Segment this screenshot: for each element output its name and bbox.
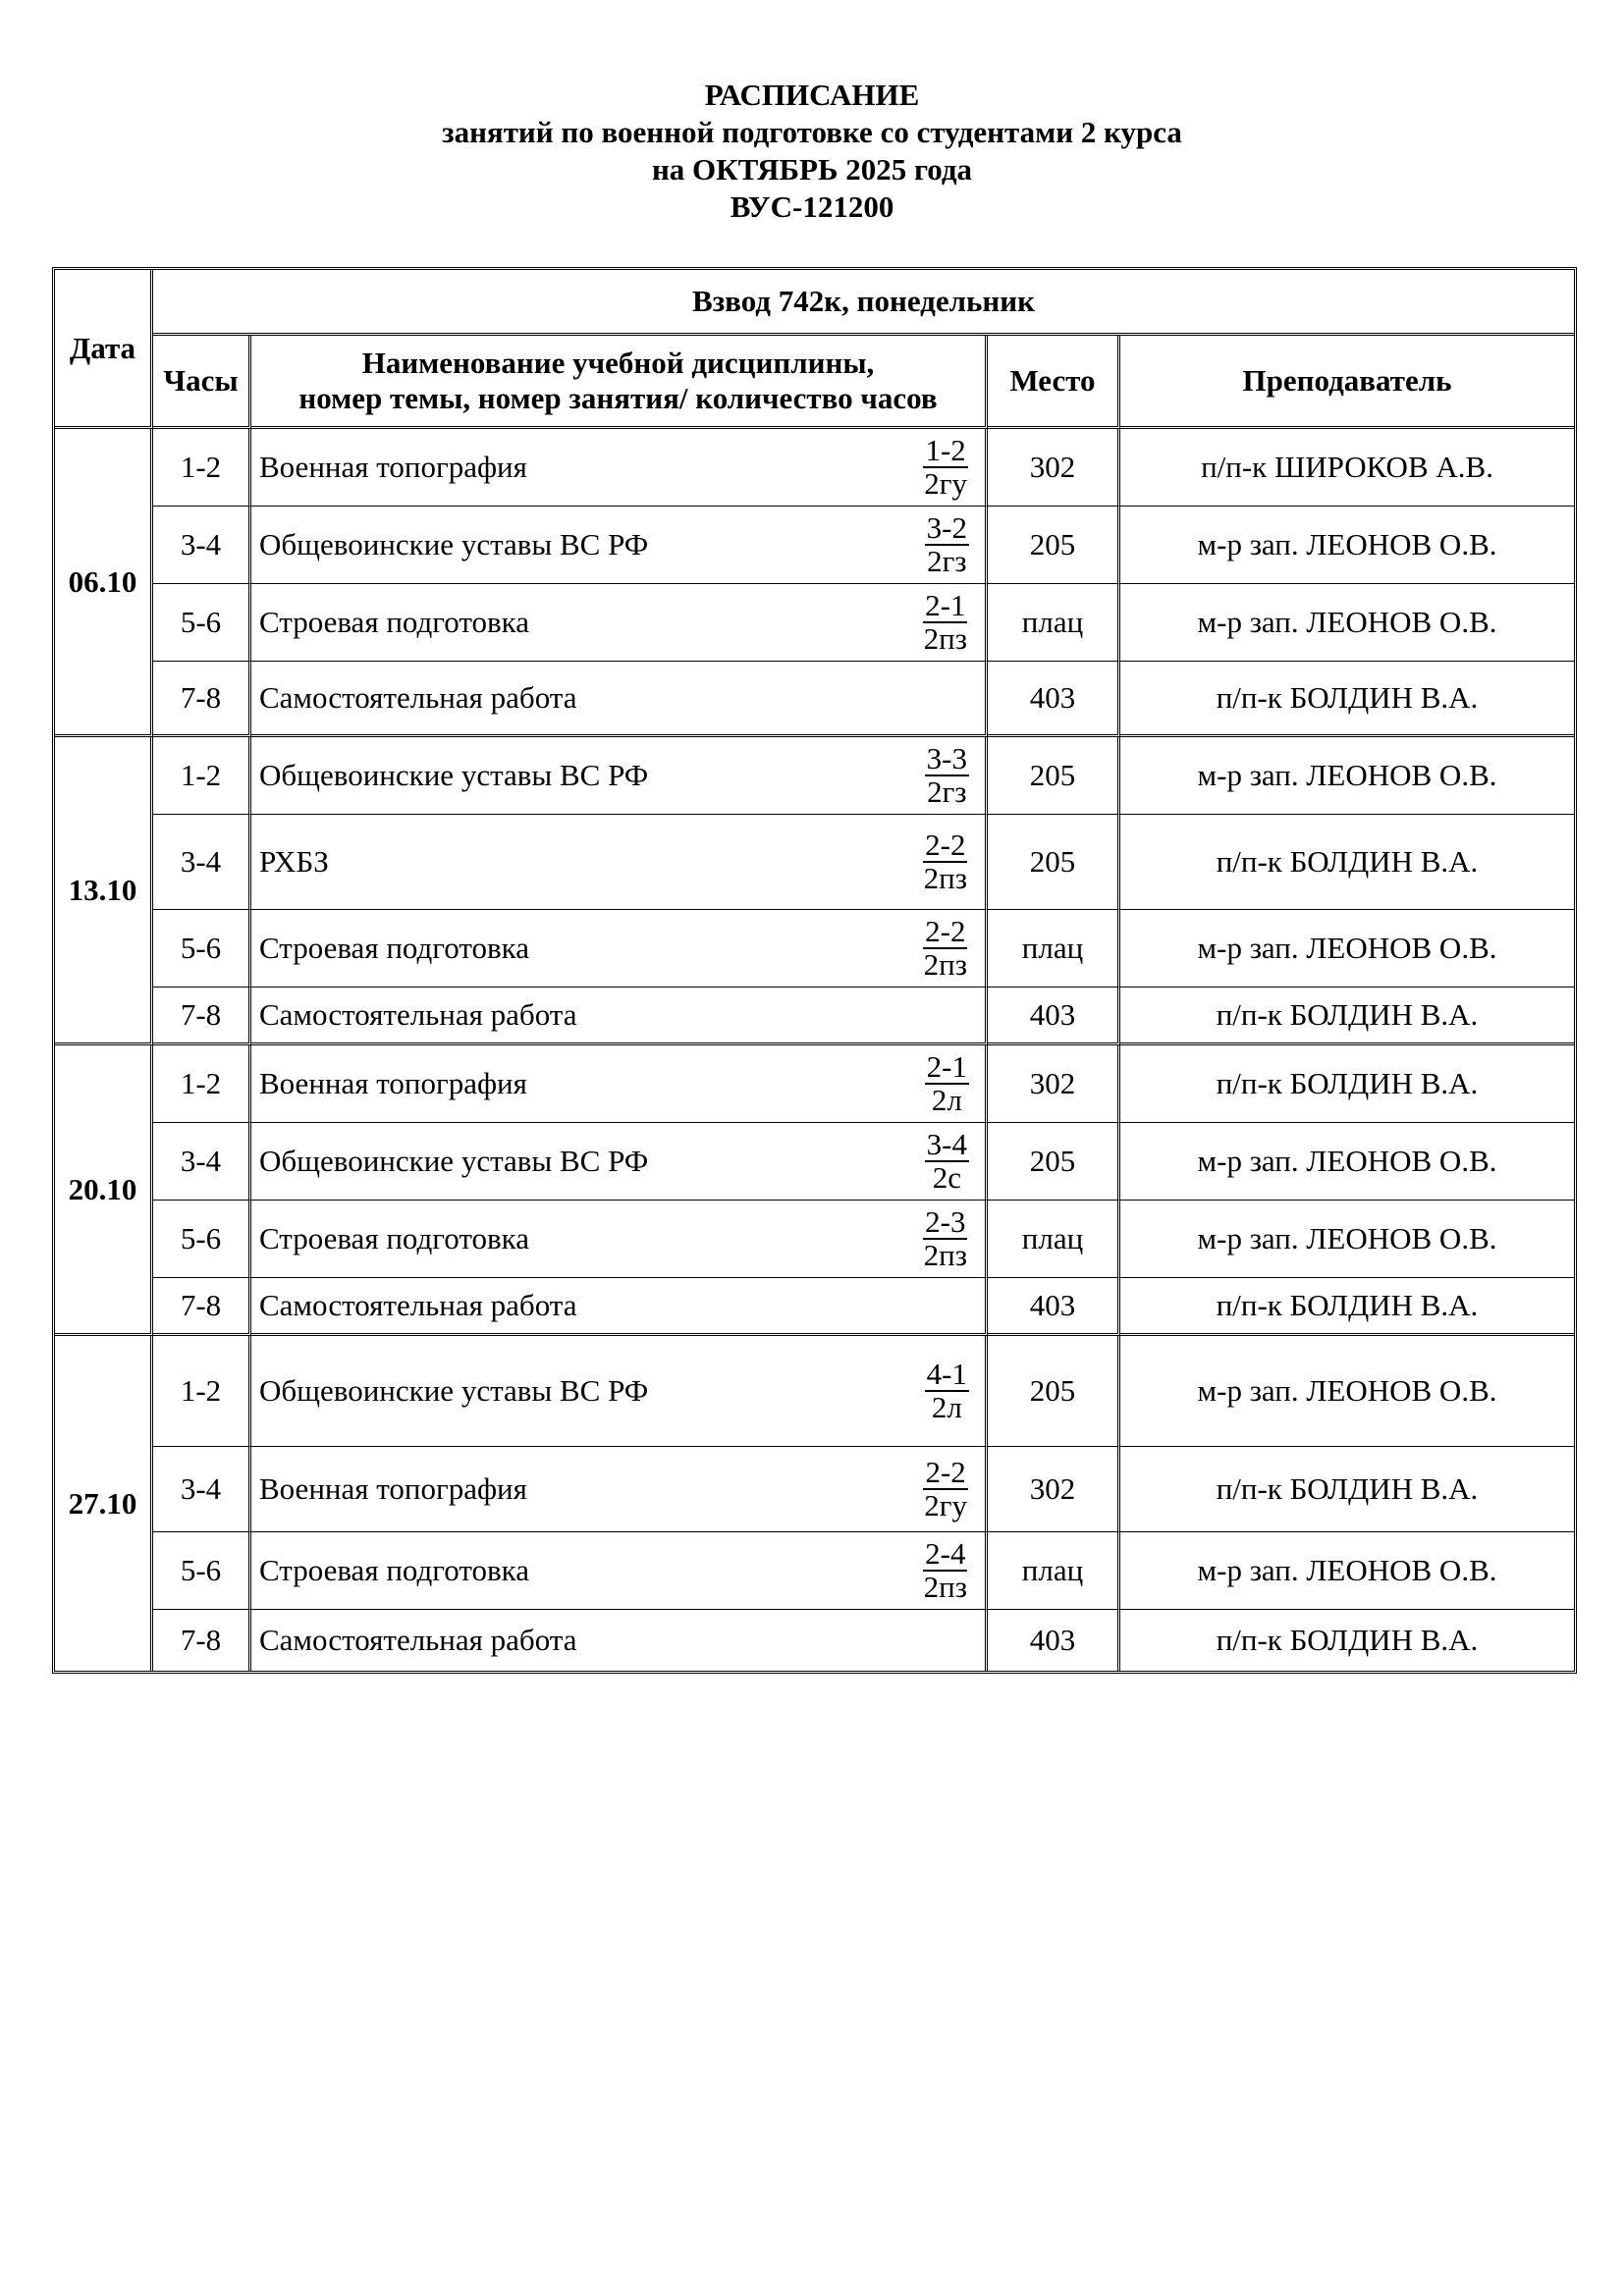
- lesson-code-topic: 2-2: [925, 1455, 966, 1489]
- discipline-wrap: [251, 680, 985, 716]
- discipline-cell: [251, 988, 988, 1045]
- discipline-wrap: [251, 997, 985, 1033]
- discipline-wrap: [251, 512, 985, 577]
- teacher-cell: п/п-к БОЛДИН В.А.: [1216, 1623, 1479, 1657]
- table-row: [55, 507, 1574, 584]
- discipline-wrap: [251, 590, 985, 655]
- teacher-cell: м-р зап. ЛЕОНОВ О.В.: [1120, 507, 1574, 584]
- col-discipline-header-line2: номер темы, номер занятия/ количество часов: [298, 381, 938, 415]
- lesson-code: [922, 1457, 969, 1522]
- lesson-code-hours: 2пз: [923, 621, 967, 656]
- date-cell: 06.10: [55, 429, 153, 737]
- schedule-body: [55, 270, 1574, 1671]
- table-row: [55, 1278, 1574, 1336]
- discipline-name: Общевоинские уставы ВС РФ: [259, 527, 649, 561]
- lesson-code: [925, 1359, 969, 1423]
- discipline-cell: [251, 662, 988, 737]
- discipline-cell: [251, 507, 988, 584]
- lesson-code: [922, 1538, 969, 1603]
- discipline-name: Общевоинские уставы ВС РФ: [259, 1144, 649, 1178]
- header-row-top: [55, 270, 1574, 336]
- discipline-name: Самостоятельная работа: [259, 1623, 577, 1657]
- table-row: [55, 1123, 1574, 1201]
- discipline-cell: [251, 815, 988, 910]
- schedule-table: [52, 267, 1577, 1674]
- place-cell: 403: [988, 662, 1120, 737]
- teacher-cell: п/п-к ШИРОКОВ А.В.: [1120, 429, 1574, 507]
- hours-cell: 3-4: [153, 507, 251, 584]
- discipline-name: Строевая подготовка: [259, 605, 529, 639]
- date-cell: 27.10: [55, 1336, 153, 1671]
- discipline-wrap: [251, 1051, 985, 1116]
- discipline-name: Самостоятельная работа: [259, 680, 577, 715]
- lesson-code-hours: 2гз: [927, 774, 967, 809]
- lesson-code: [925, 1051, 969, 1116]
- lesson-code: [925, 512, 969, 577]
- table-row: [55, 1045, 1574, 1123]
- discipline-name: Военная топография: [259, 1066, 527, 1100]
- discipline-cell: [251, 1123, 988, 1201]
- date-cell: 13.10: [55, 737, 153, 1045]
- discipline-wrap: [251, 1129, 985, 1194]
- discipline-cell: [251, 584, 988, 662]
- lesson-code-hours: 2гз: [927, 544, 967, 578]
- lesson-code: [922, 435, 969, 500]
- teacher-cell: п/п-к БОЛДИН В.А.: [1120, 1045, 1574, 1123]
- discipline-name: Военная топография: [259, 1471, 527, 1506]
- hours-cell: 3-4: [153, 1123, 251, 1201]
- teacher-cell: м-р зап. ЛЕОНОВ О.В.: [1120, 910, 1574, 988]
- header-row-columns: [55, 336, 1574, 429]
- teacher-cell: п/п-к БОЛДИН В.А.: [1120, 1447, 1574, 1532]
- lesson-code: [922, 829, 969, 894]
- col-teacher-header: Преподаватель: [1120, 336, 1574, 429]
- place-cell: 302: [988, 1447, 1120, 1532]
- discipline-name: Строевая подготовка: [259, 1221, 529, 1255]
- teacher-cell: м-р зап. ЛЕОНОВ О.В.: [1120, 1336, 1574, 1447]
- lesson-code: [922, 590, 969, 655]
- hours-cell: 3-4: [153, 815, 251, 910]
- lesson-code-topic: 2-4: [925, 1536, 966, 1571]
- teacher-cell: м-р зап. ЛЕОНОВ О.В.: [1120, 1123, 1574, 1201]
- discipline-name: Самостоятельная работа: [259, 1288, 577, 1322]
- place-cell: плац: [988, 910, 1120, 988]
- lesson-code-hours: 2с: [932, 1160, 961, 1195]
- doc-period: на ОКТЯБРЬ 2025 года: [651, 152, 973, 187]
- place-cell: плац: [988, 584, 1120, 662]
- discipline-wrap: [251, 1206, 985, 1271]
- lesson-code-topic: 2-3: [925, 1204, 966, 1239]
- hours-cell: 7-8: [153, 1610, 251, 1671]
- teacher-cell: п/п-к БОЛДИН В.А.: [1120, 1278, 1574, 1336]
- lesson-code-topic: 2-2: [925, 828, 966, 862]
- discipline-cell: [251, 429, 988, 507]
- table-row: [55, 1336, 1574, 1447]
- platoon-header: Взвод 742к, понедельник: [153, 270, 1574, 336]
- place-cell: 205: [988, 815, 1120, 910]
- hours-cell: 5-6: [153, 584, 251, 662]
- table-row: [55, 910, 1574, 988]
- discipline-name: Военная топография: [259, 450, 527, 484]
- lesson-code-topic: 3-3: [926, 741, 967, 775]
- table-row: [55, 429, 1574, 507]
- discipline-name: Строевая подготовка: [259, 1553, 529, 1587]
- teacher-cell: м-р зап. ЛЕОНОВ О.В.: [1120, 1201, 1574, 1278]
- place-cell: плац: [988, 1532, 1120, 1610]
- teacher-cell: п/п-к БОЛДИН В.А.: [1120, 988, 1574, 1045]
- col-discipline-header: [251, 336, 988, 429]
- discipline-wrap: [251, 1623, 985, 1658]
- col-date-header: Дата: [55, 270, 153, 429]
- hours-cell: 1-2: [153, 1336, 251, 1447]
- lesson-code-topic: 1-2: [925, 433, 966, 467]
- table-row: [55, 1532, 1574, 1610]
- teacher-cell: м-р зап. ЛЕОНОВ О.В.: [1120, 1532, 1574, 1610]
- lesson-code-hours: 2гу: [924, 1488, 967, 1522]
- hours-cell: 1-2: [153, 1045, 251, 1123]
- hours-cell: 7-8: [153, 1278, 251, 1336]
- discipline-wrap: [251, 1359, 985, 1423]
- discipline-wrap: [251, 743, 985, 808]
- discipline-cell: [251, 910, 988, 988]
- lesson-code: [925, 1129, 969, 1194]
- place-cell: 205: [988, 507, 1120, 584]
- table-row: [55, 737, 1574, 815]
- lesson-code-hours: 2пз: [923, 947, 967, 982]
- discipline-cell: [251, 1447, 988, 1532]
- discipline-wrap: [251, 1288, 985, 1323]
- place-cell: 302: [988, 1045, 1120, 1123]
- lesson-code-hours: 2гу: [924, 466, 967, 501]
- table-row: [55, 662, 1574, 737]
- place-cell: 403: [988, 1610, 1120, 1671]
- lesson-code-topic: 3-4: [926, 1127, 967, 1161]
- place-cell: 403: [988, 1278, 1120, 1336]
- hours-cell: 1-2: [153, 737, 251, 815]
- hours-cell: 3-4: [153, 1447, 251, 1532]
- hours-cell: 7-8: [153, 662, 251, 737]
- table-row: [55, 1447, 1574, 1532]
- discipline-wrap: [251, 435, 985, 500]
- table-row: [55, 1201, 1574, 1278]
- lesson-code: [922, 1206, 969, 1271]
- col-hours-header: Часы: [153, 336, 251, 429]
- doc-subtitle: занятий по военной подготовке со студентами 2 курса: [442, 115, 1182, 149]
- place-cell: 205: [988, 1123, 1120, 1201]
- discipline-wrap: [251, 1457, 985, 1522]
- lesson-code-topic: 4-1: [926, 1357, 967, 1391]
- lesson-code-topic: 2-1: [925, 588, 966, 622]
- teacher-cell: м-р зап. ЛЕОНОВ О.В.: [1120, 584, 1574, 662]
- discipline-wrap: [251, 829, 985, 894]
- place-cell: 403: [988, 988, 1120, 1045]
- date-cell: 20.10: [55, 1045, 153, 1336]
- col-discipline-header-line1: Наименование учебной дисциплины,: [361, 346, 875, 380]
- table-row: [55, 815, 1574, 910]
- lesson-code-hours: 2пз: [923, 861, 967, 895]
- teacher-cell: м-р зап. ЛЕОНОВ О.В.: [1120, 737, 1574, 815]
- place-cell: 205: [988, 737, 1120, 815]
- discipline-name: Общевоинские уставы ВС РФ: [259, 758, 649, 792]
- discipline-cell: [251, 1045, 988, 1123]
- discipline-cell: [251, 737, 988, 815]
- lesson-code-topic: 2-2: [925, 914, 966, 948]
- discipline-cell: [251, 1336, 988, 1447]
- teacher-cell: п/п-к БОЛДИН В.А.: [1120, 815, 1574, 910]
- discipline-name: Общевоинские уставы ВС РФ: [259, 1373, 649, 1408]
- hours-cell: 5-6: [153, 1532, 251, 1610]
- discipline-cell: [251, 1278, 988, 1336]
- place-cell: плац: [988, 1201, 1120, 1278]
- discipline-wrap: [251, 916, 985, 981]
- hours-cell: 5-6: [153, 1201, 251, 1278]
- discipline-name: РХБЗ: [259, 844, 329, 879]
- hours-cell: 5-6: [153, 910, 251, 988]
- doc-title: РАСПИСАНИЕ: [704, 78, 920, 112]
- place-cell: 302: [988, 429, 1120, 507]
- doc-vus: ВУС-121200: [730, 189, 894, 224]
- lesson-code-hours: 2пз: [923, 1238, 967, 1272]
- discipline-cell: [251, 1201, 988, 1278]
- teacher-cell: п/п-к БОЛДИН В.А.: [1120, 662, 1574, 737]
- discipline-name: Самостоятельная работа: [259, 997, 577, 1032]
- discipline-wrap: [251, 1538, 985, 1603]
- lesson-code-hours: 2л: [931, 1083, 962, 1117]
- place-cell: 205: [988, 1336, 1120, 1447]
- col-place-header: Место: [988, 336, 1120, 429]
- discipline-cell: [251, 1610, 988, 1671]
- table-row: [55, 1610, 1574, 1671]
- lesson-code-hours: 2пз: [923, 1570, 967, 1604]
- discipline-name: Строевая подготовка: [259, 931, 529, 965]
- table-row: [55, 584, 1574, 662]
- lesson-code-topic: 3-2: [926, 510, 967, 545]
- hours-cell: 7-8: [153, 988, 251, 1045]
- lesson-code: [925, 743, 969, 808]
- lesson-code: [922, 916, 969, 981]
- table-row: [55, 988, 1574, 1045]
- lesson-code-topic: 2-1: [926, 1049, 967, 1084]
- hours-cell: 1-2: [153, 429, 251, 507]
- lesson-code-hours: 2л: [931, 1390, 962, 1424]
- document-header: [0, 77, 1624, 226]
- discipline-cell: [251, 1532, 988, 1610]
